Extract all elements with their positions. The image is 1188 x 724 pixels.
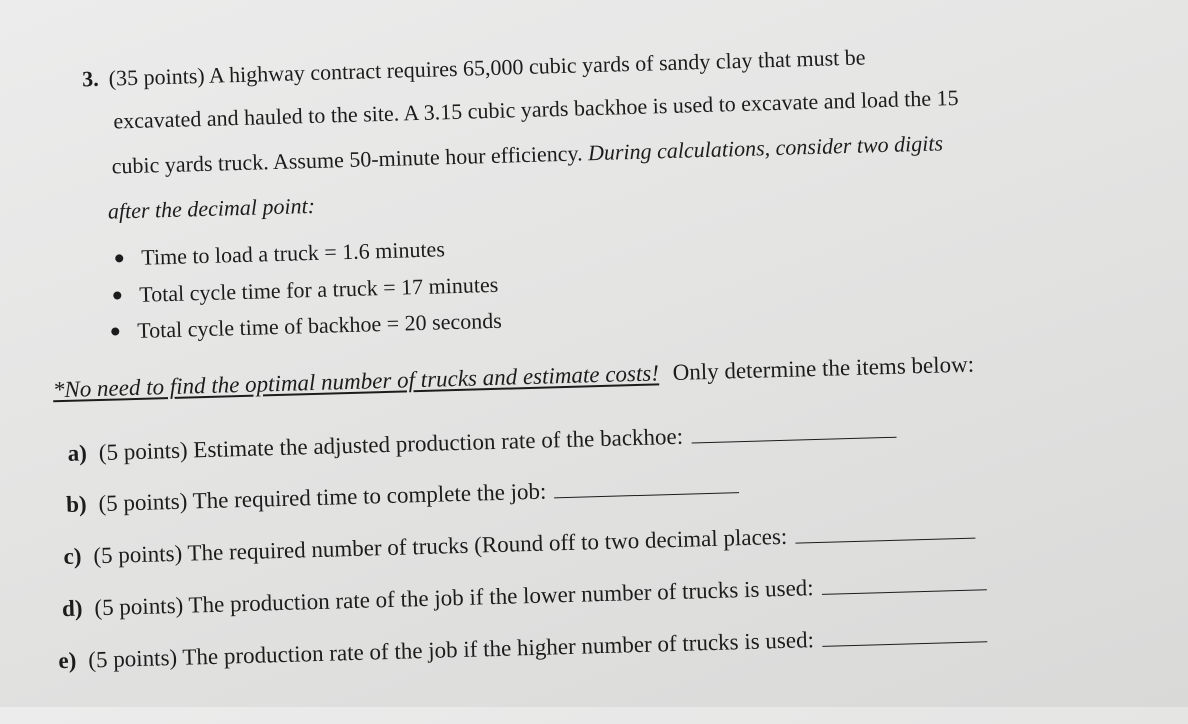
question-italic-instruction: During calculations, consider two digits bbox=[587, 130, 944, 166]
answer-blank-e[interactable] bbox=[821, 621, 987, 647]
subquestion-label: b) bbox=[65, 491, 87, 517]
subquestion-text: (5 points) Estimate the adjusted production rate of the backhoe: bbox=[98, 423, 684, 466]
bullet-dot bbox=[113, 291, 121, 299]
question-line-4: after the decimal point: bbox=[107, 192, 316, 224]
bullet-item-3 bbox=[111, 308, 502, 345]
question-text-3: cubic yards truck. Assume 50-minute hour efficiency. bbox=[111, 140, 589, 179]
subquestion-e bbox=[58, 621, 987, 674]
bullet-text-1: Time to load a truck = 1.6 minutes bbox=[140, 236, 446, 270]
answer-blank-b[interactable] bbox=[554, 472, 740, 498]
note-underlined: *No need to find the optimal number of trucks and estimate costs! bbox=[52, 360, 660, 403]
subquestion-label: e) bbox=[58, 647, 77, 674]
subquestion-label: a) bbox=[67, 440, 88, 466]
question-line-3 bbox=[111, 130, 943, 179]
bullet-text-3: Total cycle time of backhoe = 20 seconds bbox=[136, 307, 503, 343]
instruction-note bbox=[53, 352, 975, 404]
subquestion-label: d) bbox=[61, 595, 83, 622]
question-text-1: (35 points) A highway contract requires 65,000 cubic yards of sandy clay that must be bbox=[108, 44, 866, 91]
subquestion-d bbox=[62, 569, 987, 622]
subquestion-label: c) bbox=[63, 543, 82, 570]
note-rest: Only determine the items below: bbox=[672, 351, 975, 385]
subquestion-c bbox=[63, 518, 975, 570]
bullet-dot bbox=[111, 327, 119, 335]
bullet-item-1 bbox=[115, 236, 445, 271]
question-line-2: excavated and hauled to the site. A 3.15 cubic yards backhoe is used to excavate and load the 15 bbox=[113, 84, 959, 134]
subquestion-text: (5 points) The required time to complete the job: bbox=[98, 478, 547, 517]
answer-blank-d[interactable] bbox=[821, 569, 987, 595]
subquestion-text: (5 points) The required number of trucks (Round off to two decimal places: bbox=[93, 523, 788, 569]
subquestion-b bbox=[66, 472, 740, 518]
subquestion-text: (5 points) The production rate of the job if the lower number of trucks is used: bbox=[94, 575, 814, 621]
answer-blank-a[interactable] bbox=[691, 417, 897, 444]
answer-blank-c[interactable] bbox=[795, 518, 976, 544]
subquestion-a bbox=[67, 417, 896, 467]
question-number: 3. bbox=[81, 65, 100, 92]
bullet-dot bbox=[115, 254, 123, 262]
bullet-item-2 bbox=[113, 272, 499, 309]
bullet-text-2: Total cycle time for a truck = 17 minutes bbox=[138, 271, 499, 307]
subquestion-text: (5 points) The production rate of the job if the higher number of trucks is used: bbox=[87, 627, 815, 673]
question-line-1 bbox=[82, 44, 866, 92]
